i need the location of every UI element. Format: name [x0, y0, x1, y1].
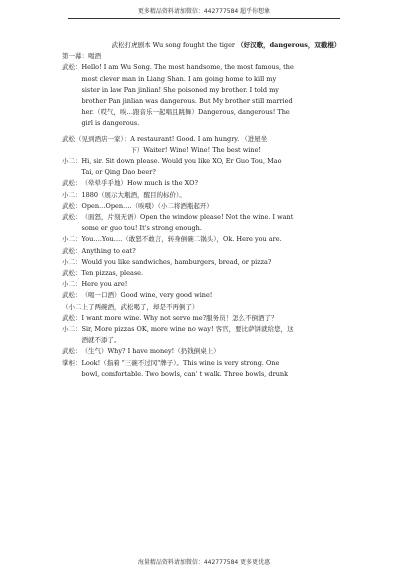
speech-text	[82, 346, 391, 357]
dialogue-entry	[62, 190, 390, 201]
speech-line: （晕晕乎乎地）How much is the XO?	[81, 179, 198, 188]
speech-line: most clever man in Liang Shan. I am going home to kill my	[81, 74, 277, 83]
speech-text	[82, 62, 391, 129]
speech-line: brother Pan jinlian was dangerous. But My brother still married	[81, 97, 293, 106]
speaker-label: 小二：	[62, 280, 82, 289]
dialogue-entry	[62, 212, 390, 234]
speaker-label: 武松：	[62, 201, 82, 210]
speech-line: Tai, or Qing Dao beer?	[81, 168, 156, 177]
speech-line: Anything to eat?	[81, 246, 136, 255]
speech-line: （小二上了两碗酒，武松喝了，却是不再倒了）	[62, 302, 199, 311]
speech-text	[130, 134, 390, 156]
page-footer: 海量精品资料请加微信：442777584 更多更优惠	[137, 559, 271, 566]
speech-line: Hi, sir. Sit down please. Would you like XO, Er Guo Tou, Mao	[81, 157, 282, 166]
speech-line: 酒就不添了。	[81, 336, 121, 345]
speech-text	[62, 302, 390, 313]
speech-line: Here you are!	[81, 280, 128, 289]
scene-heading: 第一幕：喝酒	[62, 52, 101, 61]
dialogue-entry	[62, 134, 390, 156]
speech-line: some er guo tou! It's strong enough.	[81, 224, 202, 233]
page-header: 更多精品资料请加微信：442777584 超乎你想象	[137, 8, 271, 15]
title-text: 武松打虎剧本 Wu song fought the tiger	[111, 41, 236, 49]
speech-line: （喝一口酒）Good wine, very good wine!	[81, 291, 213, 300]
dialogue-entry	[62, 156, 390, 178]
speaker-label: 武松：	[62, 291, 82, 300]
speech-text	[82, 234, 391, 245]
document-title	[62, 40, 390, 51]
speaker-label: 武松：	[62, 213, 82, 222]
speech-line: her.（哎气，唉…跟音乐一起唱且跳舞）Dangerous, dangerous! The	[81, 108, 290, 117]
dialogue-entry	[62, 62, 390, 129]
speech-text	[82, 178, 391, 189]
dialogue-entry	[62, 313, 390, 324]
speaker-label: 武松：	[62, 179, 82, 188]
speaker-label: 武松：	[62, 246, 82, 255]
speech-text	[82, 290, 391, 301]
speech-line: A restaurant! Good. I am hungry. （进屋坐	[130, 134, 268, 143]
speech-line: sister in law Pan jinlian! She poisoned my brother. I told my	[81, 85, 279, 94]
speaker-label: 掌柜：	[62, 358, 82, 367]
speaker-label: 小二：	[62, 235, 82, 244]
speech-text	[82, 257, 391, 268]
dialogue-entry	[62, 358, 390, 380]
speaker-label: 武松：	[62, 269, 82, 278]
speech-line: I want more wine. Why not serve me?服务员！怎么不倒酒了？	[81, 313, 278, 322]
dialogue-entry	[62, 268, 390, 279]
speech-text	[82, 279, 391, 290]
dialogue-entry	[62, 279, 390, 290]
title-bold-subtitle: （好汉歌，dangerous，双截棍）	[237, 41, 341, 49]
speech-text	[82, 190, 391, 201]
speaker-label: 武松：	[62, 347, 82, 356]
speaker-label: 小二：	[62, 325, 82, 334]
dialogue-entry	[62, 302, 390, 313]
header-rule	[68, 18, 340, 19]
speech-text	[82, 212, 391, 234]
speaker-label: 小二：	[62, 157, 82, 166]
speech-line: Open…Open….（唉哦）（小二将酒瓶起开）	[81, 201, 213, 210]
speaker-label: 武松（见到酒店一家）：	[62, 134, 131, 143]
dialogue-entry	[62, 257, 390, 268]
dialogue-entry	[62, 234, 390, 245]
speech-line: 下）Waiter! Wine! Wine! The best wine!	[130, 145, 262, 154]
speech-text	[82, 324, 391, 346]
speech-text	[82, 268, 391, 279]
speaker-label: 武松：	[62, 313, 82, 322]
speech-line: （面怒，片刻无语）Open the window please! Not the wine. I want	[81, 213, 294, 222]
speech-line: 1880（展示大瓶酒，醒目的标价）。	[81, 190, 186, 199]
dialogue-entry	[62, 201, 390, 212]
speech-line: （生气）Why? I have money!（扔钱倒桌上）	[81, 347, 220, 356]
speech-text	[82, 358, 391, 380]
speech-text	[82, 201, 391, 212]
speech-line: Sir, More pizzas OK, more wine no way! 客官，要比萨饼就给您，这	[81, 325, 294, 334]
speech-text	[82, 246, 391, 257]
dialogue-entry	[62, 178, 390, 189]
speech-line: Look!（指着 "三碗不过冈"牌子）。This wine is very strong. One	[81, 358, 280, 367]
speech-line: girl is dangerous.	[81, 119, 140, 128]
document-body	[62, 40, 390, 380]
speaker-label: 小二：	[62, 257, 82, 266]
speech-text	[82, 313, 391, 324]
dialogue-list	[62, 62, 390, 380]
speech-text	[82, 156, 391, 178]
speaker-label: 小二：	[62, 190, 82, 199]
speech-line: You….You….（敢怒不敢言，转身倒碗二锅头），Ok. Here you are.	[81, 235, 282, 244]
dialogue-entry	[62, 290, 390, 301]
dialogue-entry	[62, 246, 390, 257]
dialogue-entry	[62, 324, 390, 346]
speech-line: Ten pizzas, please.	[81, 269, 144, 278]
speech-line: Hello! I am Wu Song. The most handsome, the most famous, the	[81, 63, 294, 72]
dialogue-entry	[62, 346, 390, 357]
speech-line: Would you like sandwiches, hamburgers, bread, or pizza?	[81, 257, 272, 266]
speech-line: bowl, comfortable. Two bowls, can' t walk. Three bowls, drunk	[81, 369, 289, 378]
speaker-label: 武松：	[62, 63, 82, 72]
